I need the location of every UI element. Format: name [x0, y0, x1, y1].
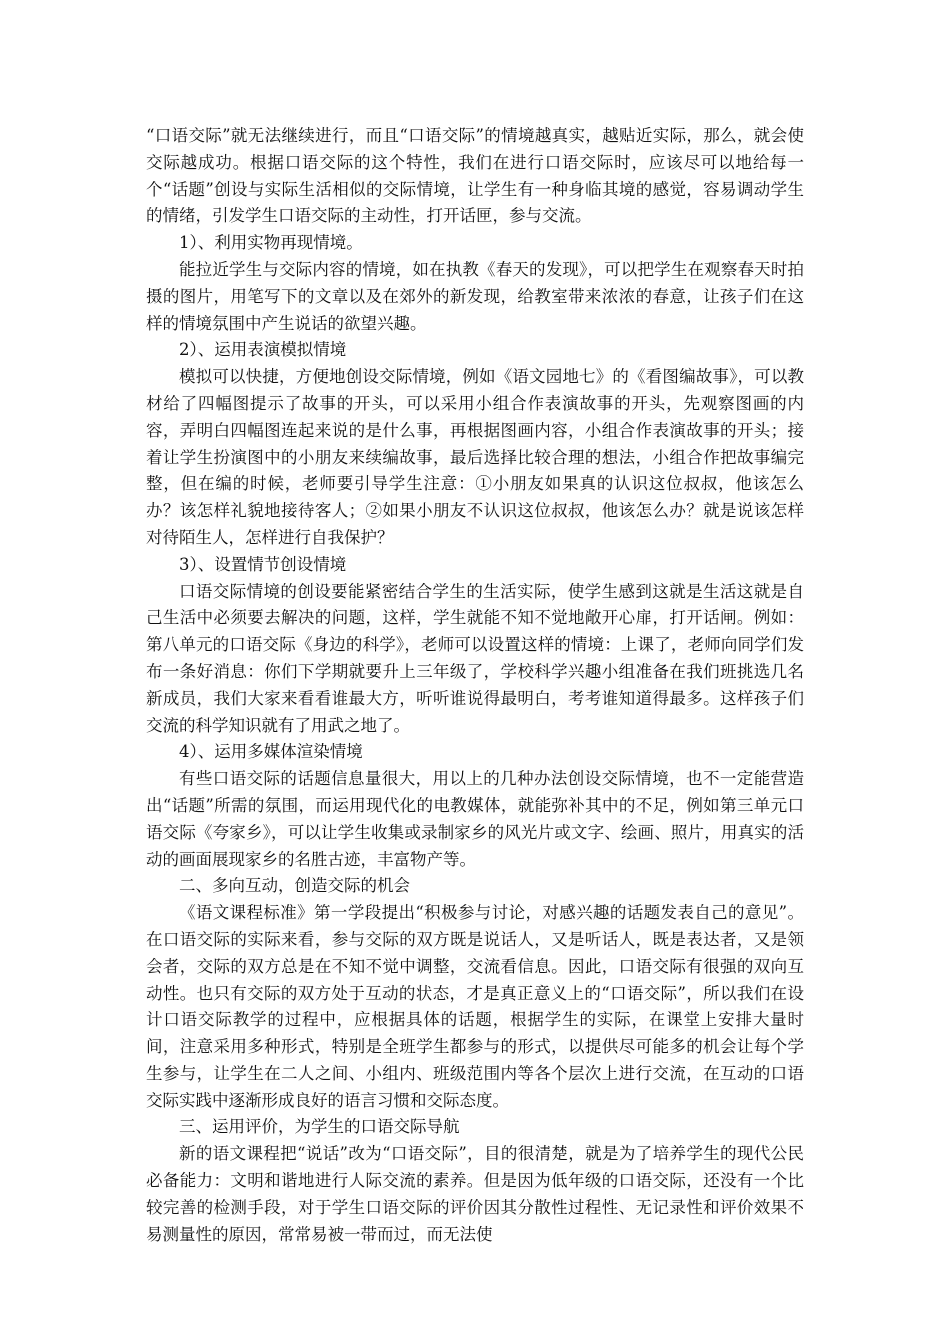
heading-plot: 3）、设置情节创设情境: [179, 554, 347, 574]
heading-real-objects: 1）、利用实物再现情境。: [179, 233, 363, 253]
paragraph-performance: 模拟可以快捷，方便地创设交际情境，例如《语文园地七》的《看图编故事》，可以教材给了四幅图提示了故事的开头，可以采用小组合作表演故事的开头，先观察图画的内容，弄明白四幅图连起来说的是什么事，再根据图画内容，小组合作表演故事的开头；接着让学生扮演图中的小朋友来续编故事，最后选择比较合理的想法，小组合作把故事编完整，但在编的时候，老师要引导学生注意：①小朋友如果真的认识这位叔叔，他该怎么办？该怎样礼貌地接待客人；②如果小朋友不认识这位叔叔，他该怎么办？就是说该怎样对待陌生人，怎样进行自我保护？: [146, 367, 804, 547]
heading-evaluation: 三、运用评价，为学生的口语交际导航: [179, 1117, 460, 1137]
paragraph-interaction: 《语文课程标准》第一学段提出“积极参与讨论，对感兴趣的话题发表自己的意见”。在口语交际的实际来看，参与交际的双方既是说话人，又是听话人，既是表达者，又是领会者，交际的双方总是在不知不觉中调整，交流看信息。因此，口语交际有很强的双向互动性。也只有交际的双方处于互动的状态，才是真正意义上的“口语交际”，所以我们在设计口语交际教学的过程中，应根据具体的话题，根据学生的实际，在课堂上安排大量时间，注意采用多种形式，特别是全班学生都参与的形式，以提供尽可能多的机会让每个学生参与，让学生在二人之间、小组内、班级范围内等各个层次上进行交流，在互动的口语交际实践中逐渐形成良好的语言习惯和交际态度。: [146, 903, 804, 1110]
paragraph-real-objects: 能拉近学生与交际内容的情境，如在执教《春天的发现》，可以把学生在观察春天时拍摄的图片，用笔写下的文章以及在郊外的新发现，给教室带来浓浓的春意，让孩子们在这样的情境氛围中产生说话的欲望兴趣。: [146, 259, 804, 333]
paragraph-intro: “口语交际”就无法继续进行，而且“口语交际”的情境越真实，越贴近实际，那么，就会使交际越成功。根据口语交际的这个特性，我们在进行口语交际时，应该尽可以地给每一个“话题”创设与实际生活相似的交际情境，让学生有一种身临其境的感觉，容易调动学生的情绪，引发学生口语交际的主动性，打开话匣，参与交流。: [146, 126, 804, 226]
paragraph-multimedia: 有些口语交际的话题信息量很大，用以上的几种办法创设交际情境，也不一定能营造出“话题”所需的氛围，而运用现代化的电教媒体，就能弥补其中的不足，例如第三单元口语交际《夸家乡》，可以让学生收集或录制家乡的风光片或文字、绘画、照片，用真实的活动的画面展现家乡的名胜古迹，丰富物产等。: [146, 769, 804, 869]
paragraph-plot: 口语交际情境的创设要能紧密结合学生的生活实际，使学生感到这就是生活这就是自己生活中必须要去解决的问题，这样，学生就能不知不觉地敞开心扉，打开话闸。例如：第八单元的口语交际《身边的科学》，老师可以设置这样的情境：上课了，老师向同学们发布一条好消息：你们下学期就要升上三年级了，学校科学兴趣小组准备在我们班挑选几名新成员，我们大家来看看谁最大方，听听谁说得最明白，考考谁知道得最多。这样孩子们交流的科学知识就有了用武之地了。: [146, 581, 804, 735]
paragraph-evaluation: 新的语文课程把“说话”改为“口语交际”，目的很清楚，就是为了培养学生的现代公民必备能力：文明和谐地进行人际交流的素养。但是因为低年级的口语交际，还没有一个比较完善的检测手段，对于学生口语交际的评价因其分散性过程性、无记录性和评价效果不易测量性的原因，常常易被一带而过，而无法使: [146, 1144, 804, 1244]
heading-multimedia: 4）、运用多媒体渲染情境: [179, 742, 363, 762]
heading-interaction: 二、多向互动，创造交际的机会: [179, 876, 410, 896]
document-body: [146, 123, 804, 1248]
heading-performance: 2）、运用表演模拟情境: [179, 340, 347, 360]
